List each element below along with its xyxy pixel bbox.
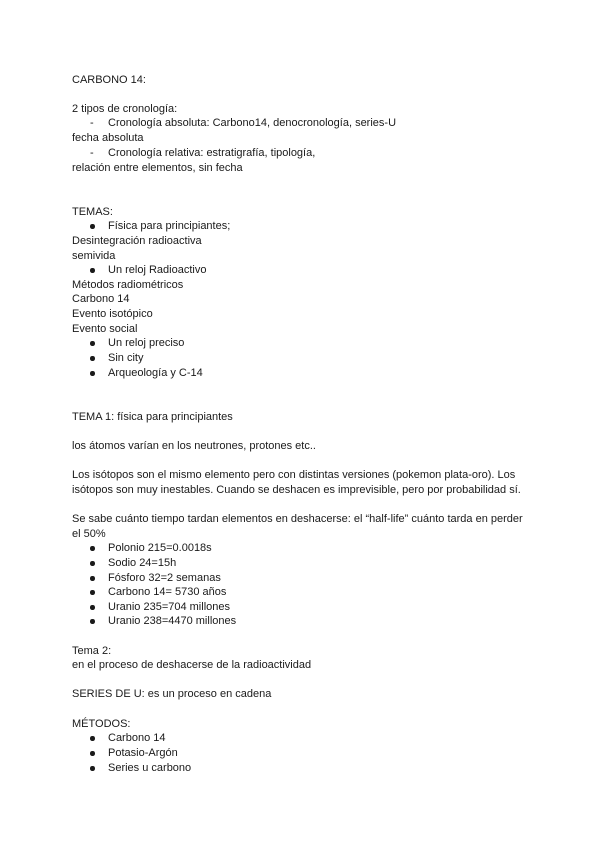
dash-marker: - xyxy=(90,147,94,159)
chronology-relative-text: Cronología relativa: estratigrafía, tipología, xyxy=(108,147,316,159)
topics-bullet-text: Un reloj preciso xyxy=(108,337,185,349)
bullet-dot-icon xyxy=(90,766,95,771)
tema1-heading: TEMA 1: física para principiantes xyxy=(72,411,233,423)
chronology-absolute-note: fecha absoluta xyxy=(72,132,144,144)
bullet-dot-icon xyxy=(90,561,95,566)
tema2-heading: Tema 2: xyxy=(72,645,112,657)
half-life-text: Sodio 24=15h xyxy=(108,557,177,569)
method-text: Series u carbono xyxy=(108,762,192,774)
bullet-dot-icon xyxy=(90,619,95,624)
series-u-text: SERIES DE U: es un proceso en cadena xyxy=(72,688,272,700)
topics-line: semivida xyxy=(72,250,116,262)
chronology-heading: 2 tipos de cronología: xyxy=(72,103,178,115)
method-text: Potasio-Argón xyxy=(108,747,178,759)
tema1-paragraph-halflife-line2: el 50% xyxy=(72,528,106,540)
topics-bullet-text: Un reloj Radioactivo xyxy=(108,264,207,276)
topics-bullet-text: Sin city xyxy=(108,352,144,364)
bullet-dot-icon xyxy=(90,356,95,361)
half-life-text: Carbono 14= 5730 años xyxy=(108,586,227,598)
tema1-paragraph-halflife-line1: Se sabe cuánto tiempo tardan elementos en deshacerse: el “half-life” cuánto tarda en perder xyxy=(72,513,523,525)
topics-bullet-text: Física para principiantes; xyxy=(108,220,231,232)
method-text: Carbono 14 xyxy=(108,732,166,744)
topics-line: Evento social xyxy=(72,323,138,335)
chronology-absolute-text: Cronología absoluta: Carbono14, denocronología, series-U xyxy=(108,117,397,129)
bullet-dot-icon xyxy=(90,224,95,229)
topics-line: Desintegración radioactiva xyxy=(72,235,202,247)
bullet-dot-icon xyxy=(90,546,95,551)
bullet-dot-icon xyxy=(90,751,95,756)
dash-marker: - xyxy=(90,117,94,129)
bullet-dot-icon xyxy=(90,736,95,741)
topics-bullet-text: Arqueología y C-14 xyxy=(108,367,203,379)
chronology-relative-note: relación entre elementos, sin fecha xyxy=(72,162,243,174)
topics-line: Evento isotópico xyxy=(72,308,153,320)
tema2-text: en el proceso de deshacerse de la radioactividad xyxy=(72,659,312,671)
topics-line: Métodos radiométricos xyxy=(72,279,184,291)
bullet-dot-icon xyxy=(90,590,95,595)
bullet-dot-icon xyxy=(90,605,95,610)
half-life-text: Fósforo 32=2 semanas xyxy=(108,572,221,584)
topics-heading: TEMAS: xyxy=(72,206,113,218)
document-title: CARBONO 14: xyxy=(72,74,146,86)
half-life-text: Polonio 215=0.0018s xyxy=(108,542,212,554)
bullet-dot-icon xyxy=(90,341,95,346)
topics-line: Carbono 14 xyxy=(72,293,130,305)
bullet-dot-icon xyxy=(90,576,95,581)
half-life-text: Uranio 238=4470 millones xyxy=(108,615,237,627)
bullet-dot-icon xyxy=(90,268,95,273)
half-life-text: Uranio 235=704 millones xyxy=(108,601,230,613)
tema1-paragraph-isotopes-line2: isótopos son muy inestables. Cuando se deshacen es imprevisible, pero por probabilidad sí. xyxy=(72,484,521,496)
methods-heading: MÉTODOS: xyxy=(72,718,131,730)
bullet-dot-icon xyxy=(90,371,95,376)
tema1-paragraph-isotopes-line1: Los isótopos son el mismo elemento pero con distintas versiones (pokemon plata-oro). Los xyxy=(72,469,516,481)
tema1-paragraph-atoms: los átomos varían en los neutrones, protones etc.. xyxy=(72,440,316,452)
